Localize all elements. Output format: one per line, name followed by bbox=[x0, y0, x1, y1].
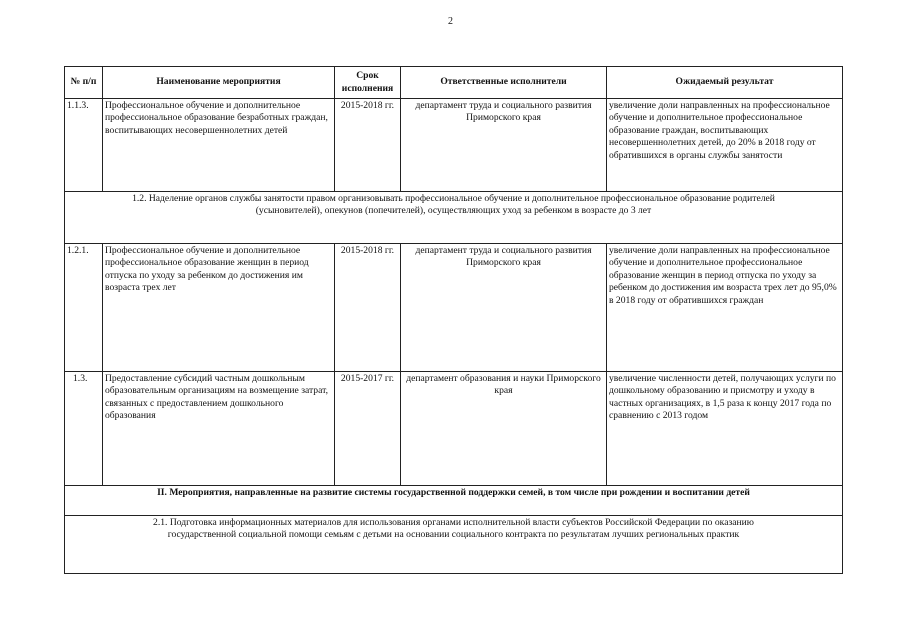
subsection-line-2: (усыновителей), опекунов (попечителей), осуществляющих уход за ребенком в возрасте до 3 лет bbox=[255, 205, 652, 217]
subsection-text bbox=[65, 516, 843, 574]
subsection-line-1: 2.1. Подготовка информационных материалов для использования органами исполнительной власти субъектов Российской Федерации по оказанию bbox=[153, 517, 754, 528]
row-expected-result: увеличение численности детей, получающих услуги по дошкольному образованию и присмотру и уходу в частных организациях, в 1,5 раза к концу 2017 года по сравнению с 2013 годом bbox=[607, 372, 843, 486]
row-term: 2015-2017 гг. bbox=[335, 372, 401, 486]
table-row bbox=[65, 372, 843, 486]
row-number: 1.3. bbox=[65, 372, 103, 486]
row-term: 2015-2018 гг. bbox=[335, 244, 401, 372]
header-activity-name: Наименование мероприятия bbox=[103, 67, 335, 99]
row-activity-name: Профессиональное обучение и дополнительное профессиональное образование женщин в период отпуска по уходу за ребенком до достижения им возраста трех лет bbox=[103, 244, 335, 372]
subsection-line-2: государственной социальной помощи семьям с детьми на основании социального контракта по результатам лучших региональных практик bbox=[167, 529, 740, 541]
table-header-row bbox=[65, 67, 843, 99]
page-number: 2 bbox=[448, 16, 453, 27]
row-expected-result: увеличение доли направленных на профессиональное обучение и дополнительное профессиональное образование женщин в период отпуска по уходу за ребенком до достижения им возраста трех лет до 95,0% в 2018 году от обратившихся граждан bbox=[607, 244, 843, 372]
table-row bbox=[65, 99, 843, 192]
table-subsection-row bbox=[65, 516, 843, 574]
table-section-row bbox=[65, 486, 843, 516]
row-activity-name: Профессиональное обучение и дополнительное профессиональное образование безработных граждан, воспитывающих несовершеннолетних детей bbox=[103, 99, 335, 192]
header-expected-result: Ожидаемый результат bbox=[607, 67, 843, 99]
row-expected-result: увеличение доли направленных на профессиональное обучение и дополнительное профессиональное образование граждан, воспитывающих несовершеннолетних детей, до 20% в 2018 году от обратившихся в органы службы занятости bbox=[607, 99, 843, 192]
subsection-text bbox=[65, 192, 843, 244]
section-title: II. Мероприятия, направленные на развитие системы государственной поддержки семей, в том числе при рождении и воспитании детей bbox=[65, 486, 843, 516]
header-term: Срок исполнения bbox=[335, 67, 401, 99]
table-row bbox=[65, 244, 843, 372]
header-number: № п/п bbox=[65, 67, 103, 99]
table-subsection-row bbox=[65, 192, 843, 244]
row-executors: департамент образования и науки Приморского края bbox=[401, 372, 607, 486]
row-activity-name: Предоставление субсидий частным дошкольным образовательным организациям на возмещение затрат, связанных с предоставлением дошкольного образования bbox=[103, 372, 335, 486]
subsection-line-1: 1.2. Наделение органов службы занятости правом организовывать профессиональное обучение и дополнительное профессиональное образование родителей bbox=[132, 193, 775, 204]
row-executors: департамент труда и социального развития Приморского края bbox=[401, 244, 607, 372]
row-number: 1.2.1. bbox=[65, 244, 103, 372]
row-number: 1.1.3. bbox=[65, 99, 103, 192]
row-executors: департамент труда и социального развития Приморского края bbox=[401, 99, 607, 192]
activities-table bbox=[64, 66, 843, 574]
row-term: 2015-2018 гг. bbox=[335, 99, 401, 192]
header-executors: Ответственные исполнители bbox=[401, 67, 607, 99]
